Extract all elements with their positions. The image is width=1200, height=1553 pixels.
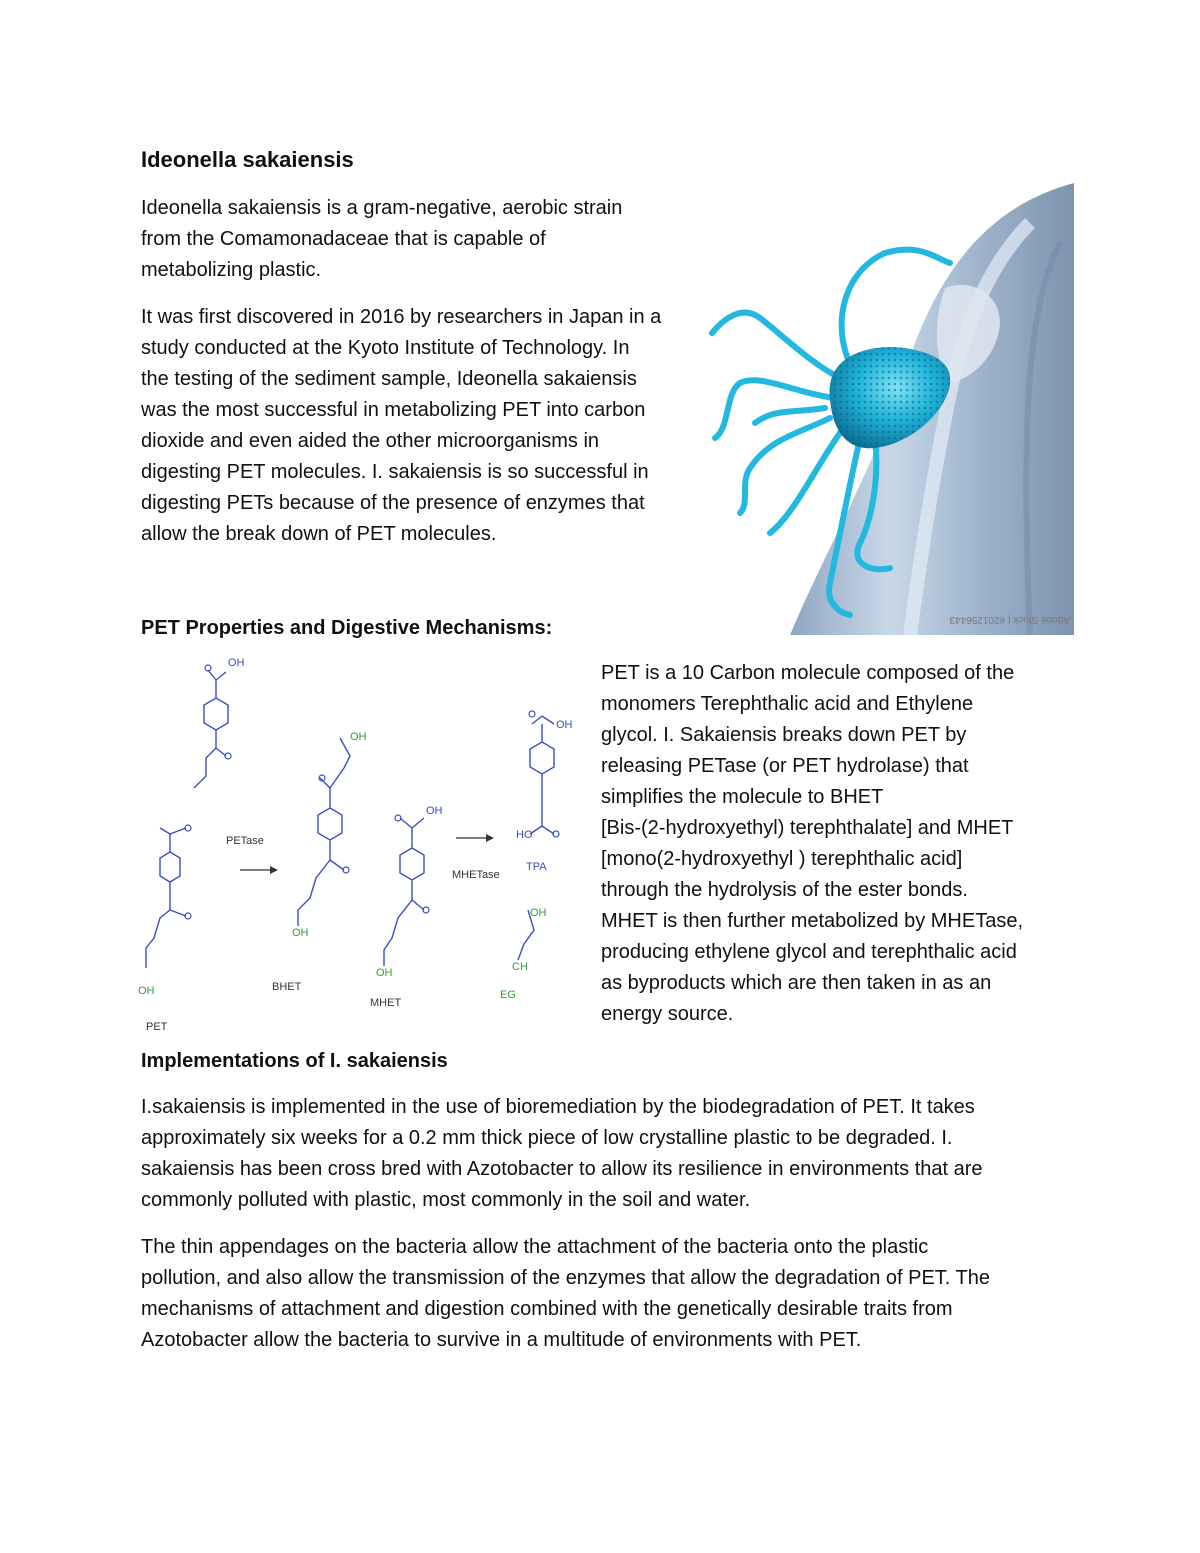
oh-label: OH (350, 731, 367, 743)
text-line: I.sakaiensis is implemented in the use of bioremediation by the biodegradation of PET. It takes (141, 1096, 975, 1118)
text-line: It was first discovered in 2016 by researchers in Japan in a (141, 306, 662, 328)
watermark: Adobe Stock | #201256443 (949, 614, 1070, 625)
oh-label: OH (426, 805, 443, 817)
text-line: allow the break down of PET molecules. (141, 523, 497, 545)
intro-paragraph (141, 193, 622, 286)
oh-label: OH (138, 985, 155, 997)
text-line: approximately six weeks for a 0.2 mm thick piece of low crystalline plastic to be degraded. I. (141, 1127, 953, 1149)
text-line: commonly polluted with plastic, most commonly in the soil and water. (141, 1189, 751, 1211)
pet-degradation-diagram (130, 648, 575, 1040)
text-line: from the Comamonadaceae that is capable of (141, 228, 546, 250)
oh-label: OH (376, 967, 393, 979)
text-line: mechanisms of attachment and digestion combined with the genetically desirable traits from (141, 1298, 953, 1320)
text-line: monomers Terephthalic acid and Ethylene (601, 693, 974, 715)
oh-label: OH (228, 657, 245, 669)
text-line: Ideonella sakaiensis is a gram-negative, aerobic strain (141, 197, 623, 219)
section-heading-implementations: Implementations of I. sakaiensis (141, 1050, 448, 1072)
oh-label: OH (530, 907, 547, 919)
text-line: MHET is then further metabolized by MHETase, (601, 910, 1024, 932)
bacterium-on-plastic-image (700, 183, 1074, 635)
text-line: as byproducts which are then taken in as an (601, 972, 992, 994)
tpa-label: TPA (526, 861, 547, 873)
appendages-paragraph (141, 1232, 990, 1356)
text-line: the testing of the sediment sample, Ideonella sakaiensis (141, 368, 637, 390)
mhetase-label: MHETase (452, 869, 500, 881)
oh-label: OH (292, 927, 309, 939)
text-line: energy source. (601, 1003, 734, 1025)
pet-label: PET (146, 1021, 168, 1033)
text-line: dioxide and even aided the other microorganisms in (141, 430, 600, 452)
ch-label: CH (512, 961, 528, 973)
bonds (146, 670, 554, 968)
text-line: glycol. I. Sakaiensis breaks down PET by (601, 724, 967, 746)
eg-label: EG (500, 989, 516, 1001)
discovery-paragraph (141, 302, 661, 550)
reaction-arrows (240, 834, 494, 874)
text-line: study conducted at the Kyoto Institute of Technology. In (141, 337, 630, 359)
implementations-paragraph (141, 1092, 983, 1216)
oh-label: OH (556, 719, 573, 731)
pet-paragraph (601, 658, 1023, 1030)
ho-label: HO (516, 829, 533, 841)
text-line: [Bis-(2-hydroxyethyl) terephthalate] and MHET (601, 817, 1014, 839)
mhet-label: MHET (370, 997, 402, 1009)
section-heading-pet: PET Properties and Digestive Mechanisms: (141, 617, 553, 639)
text-line: Azotobacter allow the bacteria to survive in a multitude of environments with PET. (141, 1329, 862, 1351)
bhet-label: BHET (272, 981, 302, 993)
text-line: digesting PET molecules. I. sakaiensis is so successful in (141, 461, 649, 483)
text-line: [mono(2-hydroxyethyl ) terephthalic acid] (601, 848, 963, 870)
text-line: simplifies the molecule to BHET (601, 786, 884, 808)
text-line: The thin appendages on the bacteria allow the attachment of the bacteria onto the plastic (141, 1236, 929, 1258)
text-line: sakaiensis has been cross bred with Azotobacter to allow its resilience in environments that are (141, 1158, 983, 1180)
petase-label: PETase (226, 835, 264, 847)
text-line: metabolizing plastic. (141, 259, 322, 281)
text-line: digesting PETs because of the presence of enzymes that (141, 492, 645, 514)
text-line: pollution, and also allow the transmission of the enzymes that allow the degradation of PET. The (141, 1267, 991, 1289)
bacterium-illustration (700, 183, 1074, 635)
reaction-scheme (130, 648, 575, 1040)
text-line: producing ethylene glycol and terephthalic acid (601, 941, 1017, 963)
text-line: PET is a 10 Carbon molecule composed of the (601, 662, 1015, 684)
text-line: through the hydrolysis of the ester bonds. (601, 879, 968, 901)
text-line: was the most successful in metabolizing PET into carbon (141, 399, 646, 421)
text-line: releasing PETase (or PET hydrolase) that (601, 755, 969, 777)
page-title: Ideonella sakaiensis (141, 147, 354, 172)
oxygen-atoms (185, 665, 559, 919)
